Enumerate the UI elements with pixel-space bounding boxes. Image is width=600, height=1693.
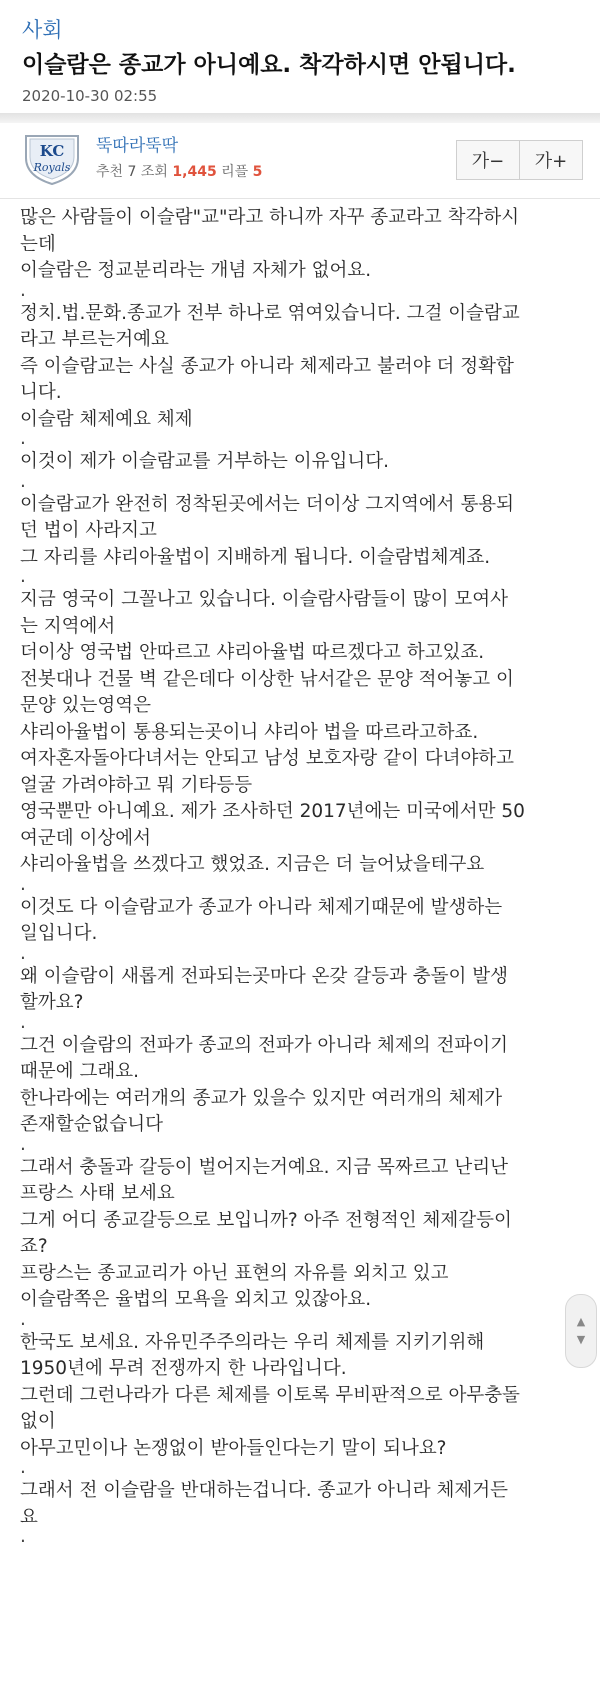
body-line: 그래서 충돌과 갈등이 벌어지는거예요. 지금 목짜르고 난리난 (20, 1156, 508, 1178)
body-line: 아무고민이나 논쟁없이 받아들인다는기 말이 되나요? (20, 1437, 447, 1459)
body-line: . (20, 942, 26, 964)
body-line: 없이 (20, 1411, 56, 1432)
chevron-down-icon: ▼ (576, 1333, 586, 1346)
meta-divider (0, 198, 600, 199)
body-line: 그게 어디 종교갈등으로 보입니까? 아주 전형적인 체제갈등이 (20, 1209, 512, 1231)
body-line: . (20, 1457, 26, 1478)
font-increase-button[interactable]: 가+ (519, 141, 582, 179)
body-line: 전봇대나 건물 벽 같은데다 이상한 낚서같은 문양 적어놓고 이 (20, 668, 514, 690)
body-line: 던 법이 사라지고 (20, 520, 157, 541)
post-title: 이슬람은 종교가 아니예요. 착각하시면 안됩니다. (22, 52, 516, 78)
chevron-up-icon: ▲ (576, 1315, 586, 1328)
header-separator (0, 113, 600, 123)
post-date: 2020-10-30 02:55 (22, 87, 158, 105)
body-line: 영국뿐만 아니예요. 제가 조사하던 2017년에는 미국에서만 50 (20, 801, 525, 822)
avatar-wordmark: Royals (33, 161, 71, 174)
recommend-label: 추천 (96, 164, 124, 180)
body-line: 할까요? (20, 992, 84, 1013)
body-line: 문양 있는영역은 (20, 695, 151, 716)
recommend-count: 7 (127, 164, 137, 180)
body-line: 는 지역에서 (20, 615, 116, 637)
body-line: 그건 이슬람의 전파가 종교의 전파가 아니라 체제의 전파이기 (20, 1034, 508, 1056)
author-avatar[interactable] (20, 128, 84, 186)
body-line: . (20, 1011, 26, 1033)
body-line: 왜 이슬람이 새롭게 전파되는곳마다 온갖 갈등과 충돌이 발생 (20, 965, 508, 987)
body-line: 그런데 그런나라가 다른 체제를 이토록 무비판적으로 아무충돌 (20, 1384, 520, 1406)
body-line: 여자혼자돌아다녀서는 안되고 남성 보호자랑 같이 다녀야하고 (20, 748, 515, 769)
body-line: 프랑스 사태 보세요 (20, 1183, 175, 1204)
body-line: . (20, 428, 26, 449)
body-line: . (20, 470, 26, 492)
body-line: 죠? (20, 1236, 48, 1257)
replies-count: 5 (252, 164, 263, 180)
body-line: . (20, 873, 26, 895)
post-stats (96, 161, 262, 181)
body-line: 프랑스는 종교교리가 아닌 표현의 자유를 외치고 있고 (20, 1262, 449, 1284)
post-body (20, 205, 580, 1547)
svg-text:KC: KC (39, 142, 65, 160)
body-line: 이슬람교가 완전히 정착된곳에서는 더이상 그지역에서 통용되 (20, 493, 515, 515)
body-line: 이슬람 체제예요 체제 (20, 408, 193, 430)
body-line: . (20, 1308, 26, 1330)
body-line: 그래서 전 이슬람을 반대하는겁니다. 종교가 아니라 체제거든 (20, 1480, 508, 1501)
scroll-handle[interactable] (565, 1294, 597, 1368)
body-line: 즉 이슬람교는 사실 종교가 아니라 체제라고 불러야 더 정확합 (20, 355, 514, 377)
views-count: 1,445 (172, 164, 217, 180)
body-line: 한나라에는 여러개의 종교가 있을수 있지만 여러개의 체제가 (20, 1087, 503, 1109)
body-line: 그 자리를 샤리아율법이 지배하게 됩니다. 이슬람법체계죠. (20, 546, 491, 568)
body-line: 더이상 영국법 안따르고 샤리아율법 따르겠다고 하고있죠. (20, 642, 485, 663)
kc-royals-logo-icon (20, 128, 84, 186)
body-line: 는데 (20, 233, 56, 255)
category-label[interactable]: 사회 (22, 18, 63, 42)
body-line: 정치.법.문화.종교가 전부 하나로 엮여있습니다. 그걸 이슬람교 (20, 302, 520, 324)
body-line: 일입니다. (20, 923, 98, 944)
body-line: 한국도 보세요. 자유민주주의라는 우리 체제를 지키기위해 (20, 1331, 485, 1353)
author-name[interactable]: 뚝따라뚝딱 (96, 136, 179, 156)
body-line: 많은 사람들이 이슬람"교"라고 하니까 자꾸 종교라고 착각하시 (20, 207, 520, 228)
views-label: 조회 (140, 164, 168, 180)
body-line: . (20, 1526, 26, 1547)
body-line: 이것도 다 이슬람교가 종교가 아니라 체제기때문에 발생하는 (20, 896, 503, 918)
body-line: 이것이 제가 이슬람교를 거부하는 이유입니다. (20, 451, 389, 472)
font-size-controls (456, 140, 583, 180)
body-line: 샤리아율법을 쓰겠다고 했었죠. 지금은 더 늘어났을테구요 (20, 854, 485, 875)
body-line: 샤리아율법이 통용되는곳이니 샤리아 법을 따르라고하죠. (20, 721, 479, 743)
body-line: . (20, 1133, 26, 1155)
body-line: 이슬람은 정교분리라는 개념 자체가 없어요. (20, 260, 372, 281)
replies-label: 리플 (221, 164, 249, 180)
body-line: 존재할순없습니다 (20, 1114, 163, 1135)
body-line: . (20, 566, 26, 587)
body-line: 라고 부르는거예요 (20, 329, 169, 350)
body-line: 지금 영국이 그꼴나고 있습니다. 이슬람사람들이 많이 모여사 (20, 589, 508, 610)
body-line: 얼굴 가려야하고 뭐 기타등등 (20, 774, 253, 796)
body-line: . (20, 279, 26, 301)
body-line: 1950년에 무려 전쟁까지 한 나라입니다. (20, 1358, 347, 1379)
body-line: 니다. (20, 382, 62, 403)
body-line: 때문에 그래요. (20, 1061, 139, 1082)
body-line: 이슬람쪽은 율법의 모욕을 외치고 있잖아요. (20, 1289, 372, 1310)
body-line: 여군데 이상에서 (20, 827, 151, 849)
font-decrease-button[interactable]: 가− (471, 151, 505, 172)
body-line: 요 (20, 1506, 38, 1528)
